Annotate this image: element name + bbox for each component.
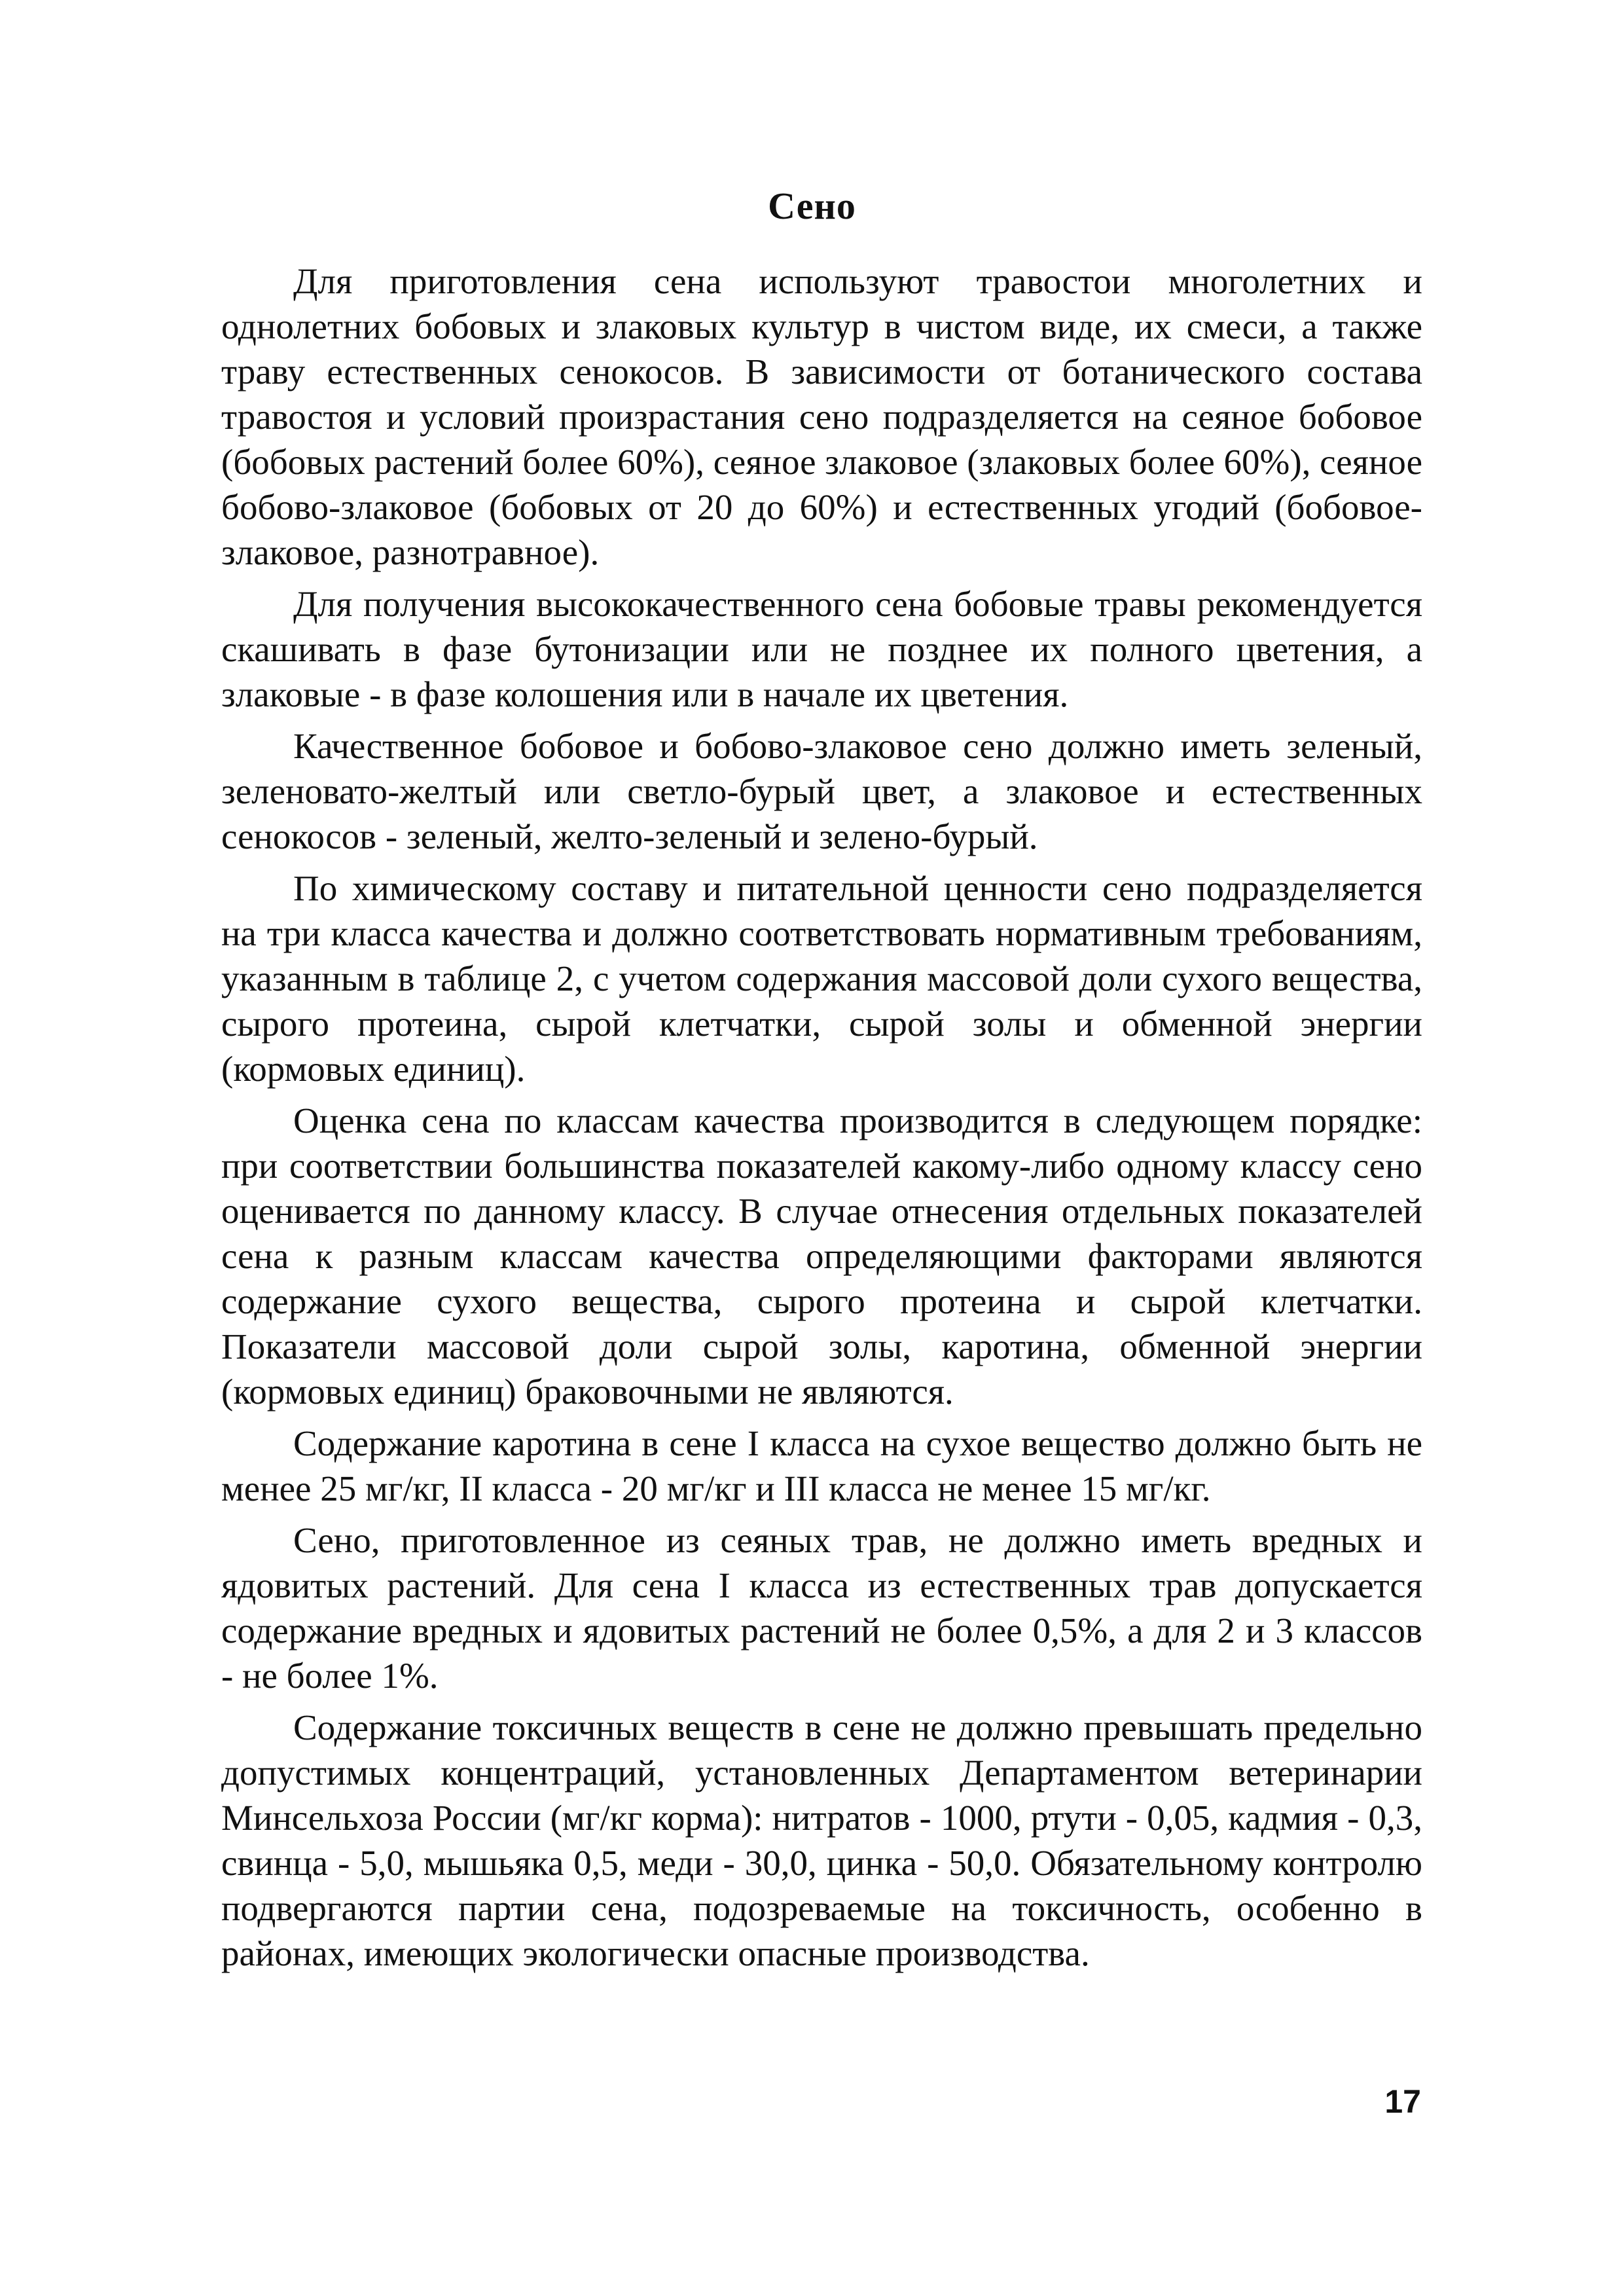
paragraph-toxic-substances: Содержание токсичных веществ в сене не должно превышать предельно допустимых концентраций, установленных Департаментом ветеринарии Минсельхоза России (мг/кг корма): нитратов - 1000, ртути - 0,05, кадмия - 0,3, свинца - 5,0, мышьяка 0,5, меди - 30,0, цинка - 50,0. Обязательному контролю подвергаются партии сена, подозреваемые на токсичность, особенно в районах, имеющих экологически опасные производства.: [221, 1707, 1422, 1973]
paragraph-color-requirements: Качественное бобовое и бобово-злаковое сено должно иметь зеленый, зеленовато-желтый или светло-бурый цвет, а злаковое и естественных сенокосов - зеленый, желто-зеленый и зелено-бурый.: [221, 726, 1422, 856]
page-title: Сено: [768, 185, 856, 227]
paragraph-quality-classes: По химическому составу и питательной ценности сено подразделяется на три класса качества и должно соответствовать нормативным требованиям, указанным в таблице 2, с учетом содержания массовой доли сухого вещества, сырого протеина, сырой клетчатки, сырой золы и обменной энергии (кормовых единиц).: [221, 868, 1422, 1089]
paragraph-harmful-plants: Сено, приготовленное из сеяных трав, не должно иметь вредных и ядовитых растений. Для сена I класса из естественных трав допускается содержание вредных и ядовитых растений не более 0,5%, а для 2 и 3 классов - не более 1%.: [221, 1520, 1422, 1696]
paragraph-carotene-content: Содержание каротина в сене I класса на сухое вещество должно быть не менее 25 мг/кг, II класса - 20 мг/кг и III класса не менее 15 мг/кг.: [221, 1423, 1422, 1508]
body-text: [221, 259, 1422, 1976]
paragraph-class-evaluation: Оценка сена по классам качества производится в следующем порядке: при соответствии большинства показателей какому-либо одному классу сено оценивается по данному классу. В случае отнесения отдельных показателей сена к разным классам качества определяющими факторами являются содержание сухого вещества, сырого протеина и сырой клетчатки. Показатели массовой доли сырой золы, каротина, обменной энергии (кормовых единиц) браковочными не являются.: [221, 1101, 1422, 1412]
paragraph-hay-types: Для приготовления сена используют травостои многолетних и однолетних бобовых и злаковых культур в чистом виде, их смеси, а также траву естественных сенокосов. В зависимости от ботанического состава травостоя и условий произрастания сено подразделяется на сеяное бобовое (бобовых растений более 60%), сеяное злаковое (злаковых более 60%), сеяное бобово-злаковое (бобовых от 20 до 60%) и естественных угодий (бобовое-злаковое, разнотравное).: [221, 261, 1422, 572]
page-number: 17: [1384, 2083, 1421, 2120]
paragraph-harvest-timing: Для получения высококачественного сена бобовые травы рекомендуется скашивать в фазе бутонизации или не позднее их полного цветения, а злаковые - в фазе колошения или в начале их цветения.: [221, 584, 1422, 714]
